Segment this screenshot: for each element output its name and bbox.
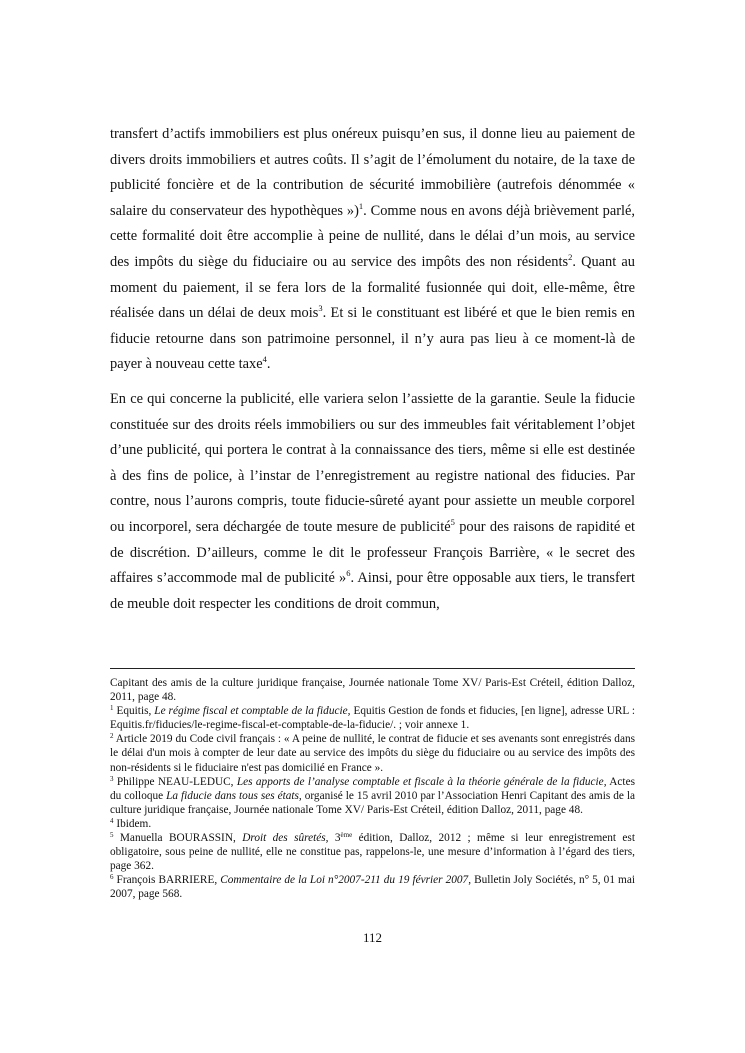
footnote-text: Manuella BOURASSIN, <box>113 832 243 845</box>
main-text <box>110 122 635 617</box>
footnote-text: Equitis, <box>113 705 155 718</box>
edition-superscript: ème <box>340 831 353 840</box>
paragraph-text: . Et si le constituant est libéré et que le bien remis en fiducie retourne dans son patrimoine personnel, il n’y aura pas lieu à ce moment-là de payer à nouveau cette taxe <box>110 305 635 373</box>
footnote-text: Ibidem. <box>113 817 152 830</box>
footnote-number: 6 <box>110 873 114 882</box>
footnote-number: 1 <box>110 704 114 713</box>
footnote-text: Actes du colloque <box>110 775 635 802</box>
footnote-ref[interactable]: 4 <box>262 354 267 365</box>
footnote-title: Commentaire de la Loi n°2007-211 du 19 février 2007 <box>220 874 469 887</box>
footnote-ref[interactable]: 2 <box>568 251 573 262</box>
footnote-5 <box>110 831 635 873</box>
paragraph-text: . <box>266 356 271 373</box>
footnote-continuation: Capitant des amis de la culture juridique française, Journée nationale Tome XV/ Paris-Est Créteil, édition Dalloz, 2011, page 48. <box>110 677 635 704</box>
footnote-text: Equitis Gestion de fonds et fiducies, [en ligne], adresse URL : Equitis.fr/fiducies/le-regime-fiscal-et-comptable-de-la-fiducie/. ; voir annexe 1. <box>110 705 635 732</box>
page-number: 112 <box>362 930 383 945</box>
footnote-text: François BARRIERE, <box>113 874 221 887</box>
footnote-text: Article 2019 du Code civil français : « A peine de nullité, le contrat de fiducie et ses avenants sont enregistrés dans le délai d'un mois à compter de leur date au service des impôts du siège du fiduciaire ou au service des impôts des non-résidents si le fiduciaire n'est pas domicilié en France ». <box>110 733 635 774</box>
paragraph-text: transfert d’actifs immobiliers est plus onéreux puisqu’en sus, il donne lieu au paiement de divers droits immobiliers et autres coûts. Il s’agit de l’émolument du notaire, de la taxe de publicité foncière et de la contribution de sécurité immobilière (autrefois dénommée « salaire du conservateur des hypothèques ») <box>110 126 635 219</box>
paragraph-text: . Comme nous en avons déjà brièvement parlé, cette formalité doit être accomplie à peine de nullité, dans le délai d’un mois, au service des impôts du siège du fiduciaire ou au service des impôts des non résidents <box>110 202 635 270</box>
footnote-1 <box>110 704 635 732</box>
footnote-number: 3 <box>110 774 114 783</box>
paragraph-publicity <box>110 387 635 617</box>
footnote-ref[interactable]: 5 <box>450 516 455 527</box>
paragraph-text: . Ainsi, pour être opposable aux tiers, le transfert de meuble doit respecter les conditions de droit commun, <box>110 570 635 612</box>
paragraph-text: pour des raisons de rapidité et de discrétion. D’ailleurs, comme le dit le professeur François Barrière, « le secret des affaires s’accommode mal de publicité » <box>110 518 635 587</box>
footnote-title: Droit des sûretés, <box>242 832 329 845</box>
footnote-number: 4 <box>110 816 114 825</box>
footnote-number: 2 <box>110 732 114 741</box>
footnotes <box>110 676 635 902</box>
footnote-3 <box>110 775 635 817</box>
footnote-text: organisé le 15 avril 2010 par l’Association Henri Capitant des amis de la culture juridique française, Journée nationale Tome XV/ Paris-Est Créteil, édition Dalloz, 2011, page 48. <box>110 789 635 816</box>
footnote-ref[interactable]: 6 <box>346 568 351 579</box>
footnote-6 <box>110 873 635 901</box>
paragraph-fiscal-costs <box>110 122 635 378</box>
footnote-separator <box>110 668 635 669</box>
footnote-ref[interactable]: 1 <box>358 200 364 211</box>
footnote-title: La fiducie dans tous ses états, <box>166 789 302 802</box>
footnote-title: Les apports de l’analyse comptable et fiscale à la théorie générale de la fiducie, <box>236 775 607 788</box>
paragraph-text: En ce qui concerne la publicité, elle variera selon l’assiette de la garantie. Seule la fiducie constituée sur des droits réels immobiliers ou sur des immeubles fait véritablement l’objet d’une publicité, qui portera le contrat à la connaissance des tiers, même si elle est destinée à des fins de police, à l’instar de l’enregistrement au registre national des fiducies. Par contre, nous l’aurons compris, toute fiducie-sûreté ayant pour assiette un meuble corporel ou incorporel, sera déchargée de toute mesure de publicité <box>110 390 635 535</box>
footnote-4 <box>110 817 635 831</box>
footnote-ref[interactable]: 3 <box>318 303 323 314</box>
footnote-text: Philippe NEAU-LEDUC, <box>113 775 237 788</box>
footnote-text: 3 <box>328 832 341 845</box>
footnote-number: 5 <box>110 831 114 840</box>
footnote-text: édition, Dalloz, 2012 ; même si leur enregistrement est obligatoire, sous peine de nullité, elle ne constitue pas, rappelons-le, une mesure d’information à l’égard des tiers, page 362. <box>110 832 635 873</box>
footnote-text: , Bulletin Joly Sociétés, n° 5, 01 mai 2007, page 568. <box>110 874 635 901</box>
footnote-2 <box>110 732 635 774</box>
footnote-title: Le régime fiscal et comptable de la fiducie, <box>154 705 351 718</box>
paragraph-text: . Quant au moment du paiement, il se fera lors de la formalité fusionnée qui doit, elle-même, être réalisée dans un délai de deux mois <box>110 253 636 322</box>
